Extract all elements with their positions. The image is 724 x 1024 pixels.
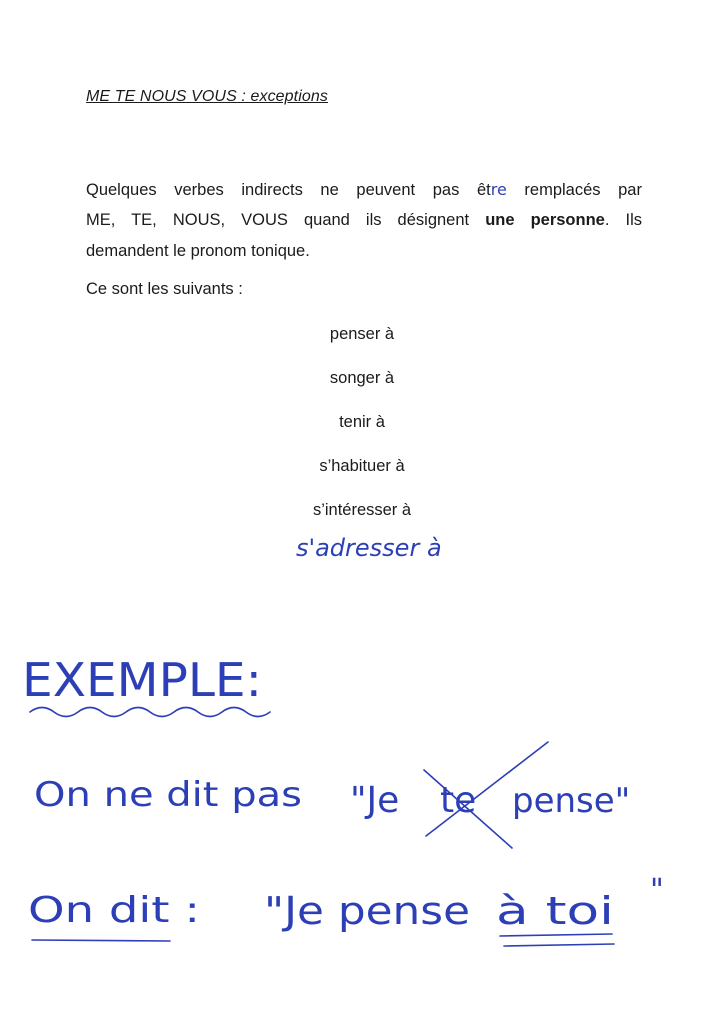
verb-item: s’habituer à xyxy=(319,457,405,475)
bold-emphasis: une personne xyxy=(485,211,605,229)
verb-item: tenir à xyxy=(339,413,385,431)
list-intro: Ce sont les suivants : xyxy=(86,280,243,298)
handwritten-crossed-word: te xyxy=(440,780,477,821)
paragraph-line-3: demandent le pronom tonique. xyxy=(86,242,310,260)
double-underline xyxy=(500,934,614,946)
verb-item: s’intéresser à xyxy=(312,501,412,519)
verb-item: penser à xyxy=(329,325,395,343)
handwritten-wrong-verb: pense" xyxy=(512,781,631,821)
underline-on-dit xyxy=(32,940,170,941)
handwritten-right-quote: "Je pense xyxy=(264,889,470,933)
page-title: ME TE NOUS VOUS : exceptions xyxy=(86,88,328,105)
paragraph-line-1: Quelques verbes indirects ne peuvent pas être remplacés par xyxy=(86,180,642,199)
handwritten-correction: re xyxy=(490,180,507,199)
handwritten-example-heading: EXEMPLE: xyxy=(22,653,262,707)
handwritten-right-prefix: On dit : xyxy=(28,890,200,931)
paragraph-line-2: ME, TE, NOUS, VOUS quand ils désignent une personne. Ils xyxy=(86,211,643,229)
handwritten-right-emphasis: à toi xyxy=(496,889,614,933)
handwritten-wrong-je: "Je xyxy=(350,780,400,821)
handwritten-added-verb: s'adresser à xyxy=(296,534,442,562)
wavy-underline xyxy=(30,708,270,717)
handwritten-wrong-prefix: On ne dit pas xyxy=(34,775,302,815)
verb-item: songer à xyxy=(329,369,395,387)
handwritten-closing-quote: " xyxy=(650,873,664,908)
